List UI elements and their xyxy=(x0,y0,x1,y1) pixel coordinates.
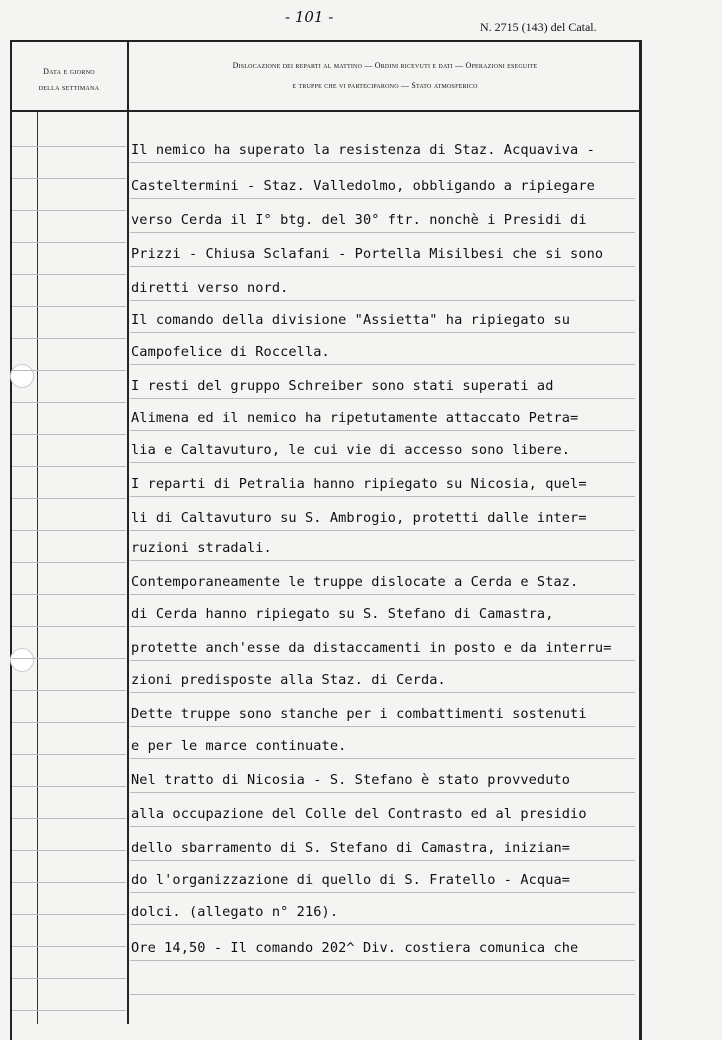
ruled-line xyxy=(130,332,635,333)
ruled-line xyxy=(130,758,635,759)
ruled-line xyxy=(130,162,635,163)
body-line: li di Caltavuturo su S. Ambrogio, protetti dalle inter= xyxy=(131,510,587,526)
date-column-ruled-line xyxy=(12,914,126,915)
body-line: ruzioni stradali. xyxy=(131,540,272,556)
date-column-ruled-line xyxy=(12,210,126,211)
date-column-ruled-line xyxy=(12,818,126,819)
date-column-ruled-line xyxy=(12,946,126,947)
date-column-ruled-line xyxy=(12,178,126,179)
body-line: verso Cerda il I° btg. del 30° ftr. nonchè i Presidi di xyxy=(131,212,587,228)
date-column-ruled-line xyxy=(12,850,126,851)
ruled-line xyxy=(130,462,635,463)
body-line: lia e Caltavuturo, le cui vie di accesso sono libere. xyxy=(131,442,571,458)
date-column-ruled-line xyxy=(12,882,126,883)
catalog-reference: N. 2715 (143) del Catal. xyxy=(480,20,597,34)
body-line: Casteltermini - Staz. Valledolmo, obbligando a ripiegare xyxy=(131,178,595,194)
body-line: di Cerda hanno ripiegato su S. Stefano di Camastra, xyxy=(131,606,554,622)
ruled-line xyxy=(130,530,635,531)
content-header-line-2: e truppe che vi parteciparono — Stato atmosferico xyxy=(292,81,478,90)
body-line: protette anch'esse da distaccamenti in posto e da interru= xyxy=(131,640,612,656)
date-column-ruled-line xyxy=(12,594,126,595)
body-line: do l'organizzazione di quello di S. Fratello - Acqua= xyxy=(131,872,571,888)
body-line: I resti del gruppo Schreiber sono stati superati ad xyxy=(131,378,554,394)
body-line: dolci. (allegato n° 216). xyxy=(131,904,339,920)
body-line: Alimena ed il nemico ha ripetutamente attaccato Petra= xyxy=(131,410,579,426)
date-column-ruled-line xyxy=(12,1010,126,1011)
body-line: alla occupazione del Colle del Contrasto ed al presidio xyxy=(131,806,587,822)
ruled-line xyxy=(130,892,635,893)
date-column-ruled-line xyxy=(12,242,126,243)
date-column-ruled-line xyxy=(12,658,126,659)
ruled-line xyxy=(130,860,635,861)
ruled-line xyxy=(130,266,635,267)
date-column-header xyxy=(12,64,126,96)
date-column-ruled-line xyxy=(12,306,126,307)
ruled-line xyxy=(130,300,635,301)
ruled-line xyxy=(130,994,635,995)
body-line: I reparti di Petralia hanno ripiegato su Nicosia, quel= xyxy=(131,476,587,492)
ruled-line xyxy=(130,826,635,827)
body-line: Ore 14,50 - Il comando 202^ Div. costiera comunica che xyxy=(131,940,579,956)
ruled-line xyxy=(130,792,635,793)
date-column-ruled-line xyxy=(12,434,126,435)
date-header-line-2: della settimana xyxy=(38,83,100,92)
body-line: Il comando della divisione "Assietta" ha ripiegato su xyxy=(131,312,571,328)
ruled-line xyxy=(130,594,635,595)
ruled-line xyxy=(130,960,635,961)
ruled-line xyxy=(130,496,635,497)
content-column-header xyxy=(135,56,635,96)
body-line: Campofelice di Roccella. xyxy=(131,344,330,360)
ruled-line xyxy=(130,560,635,561)
ruled-line xyxy=(130,232,635,233)
column-divider xyxy=(127,40,129,1024)
ruled-line xyxy=(130,398,635,399)
body-line: Il nemico ha superato la resistenza di Staz. Acquaviva - xyxy=(131,142,595,158)
body-line: Nel tratto di Nicosia - S. Stefano è stato provveduto xyxy=(131,772,571,788)
date-column-ruled-line xyxy=(12,338,126,339)
body-line: Dette truppe sono stanche per i combattimenti sostenuti xyxy=(131,706,587,722)
ruled-line xyxy=(130,692,635,693)
date-column-ruled-line xyxy=(12,146,126,147)
date-column-ruled-line xyxy=(12,978,126,979)
date-header-line-1: Data e giorno xyxy=(43,67,95,76)
page-number: - 101 - xyxy=(285,8,334,26)
date-column-ruled-line xyxy=(12,274,126,275)
date-column-ruled-line xyxy=(12,498,126,499)
ruled-line xyxy=(130,198,635,199)
body-line: dello sbarramento di S. Stefano di Camastra, inizian= xyxy=(131,840,571,856)
ruled-line xyxy=(130,364,635,365)
punch-hole xyxy=(10,648,34,672)
date-column-ruled-line xyxy=(12,754,126,755)
date-column-ruled-line xyxy=(12,466,126,467)
date-column-ruled-line xyxy=(12,530,126,531)
body-line: Prizzi - Chiusa Sclafani - Portella Misilbesi che si sono xyxy=(131,246,604,262)
date-column-ruled-line xyxy=(12,370,126,371)
ruled-line xyxy=(130,626,635,627)
body-line: diretti verso nord. xyxy=(131,280,289,296)
punch-hole xyxy=(10,364,34,388)
ruled-line xyxy=(130,430,635,431)
date-column-ruled-line xyxy=(12,626,126,627)
date-column-inner-line xyxy=(37,112,38,1024)
ruled-line xyxy=(130,660,635,661)
date-column-ruled-line xyxy=(12,402,126,403)
date-column-ruled-line xyxy=(12,722,126,723)
body-line: Contemporaneamente le truppe dislocate a Cerda e Staz. xyxy=(131,574,579,590)
content-header-line-1: Dislocazione dei reparti al mattino — Ordini ricevuti e dati — Operazioni eseguite xyxy=(232,61,538,70)
body-line: zioni predisposte alla Staz. di Cerda. xyxy=(131,672,446,688)
body-line: e per le marce continuate. xyxy=(131,738,347,754)
date-column-ruled-line xyxy=(12,690,126,691)
date-column-ruled-line xyxy=(12,562,126,563)
ruled-line xyxy=(130,924,635,925)
ruled-line xyxy=(130,726,635,727)
date-column-ruled-line xyxy=(12,786,126,787)
